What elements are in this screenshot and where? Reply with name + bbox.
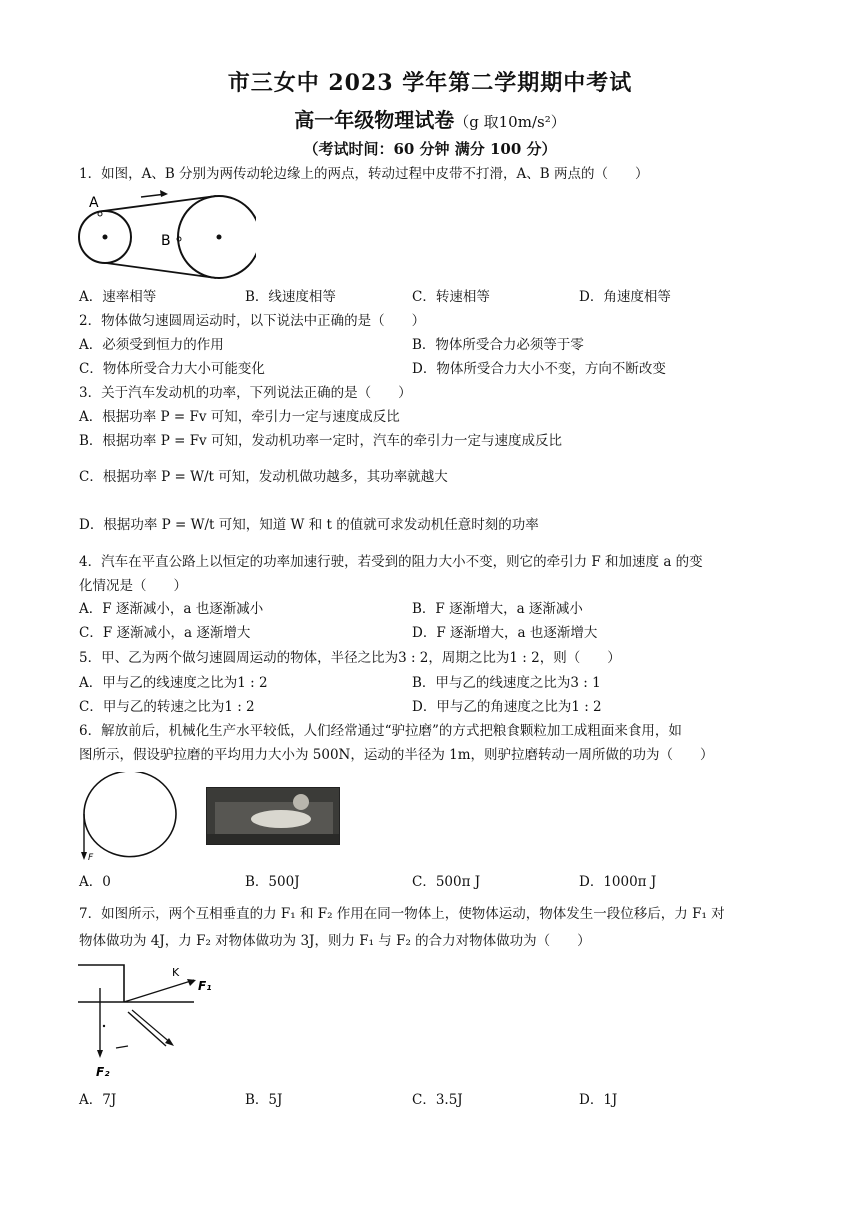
- question-6-stem-line1: 6．解放前后，机械化生产水平较低，人们经常通过“驴拉磨”的方式把粮食颗粒加工成粗面来食用，如: [79, 723, 682, 739]
- q5-option-d[interactable]: D．甲与乙的角速度之比为1 : 2: [412, 699, 602, 715]
- q3-option-a[interactable]: A．根据功率 P = Fv 可知，牵引力一定与速度成反比: [79, 409, 400, 425]
- question-6-stem-line2: 图所示，假设驴拉磨的平均用力大小为 500N，运动的半径为 1m，则驴拉磨转动一周所做的功为（ ）: [79, 747, 714, 763]
- page-title: 市三女中 2023 学年第二学期期中考试: [227, 70, 633, 96]
- q1-option-c[interactable]: C．转速相等: [412, 289, 490, 305]
- question-3-stem: 3．关于汽车发动机的功率，下列说法正确的是（ ）: [79, 385, 412, 401]
- q7-option-c[interactable]: C．3.5J: [412, 1092, 463, 1108]
- question-7-stem-line2: 物体做功为 4J，力 F₂ 对物体做功为 3J，则力 F₁ 与 F₂ 的合力对物体做功为（ ）: [79, 933, 591, 949]
- q6-option-c[interactable]: C．500π J: [412, 874, 481, 890]
- q4-option-b[interactable]: B．F 逐渐增大，a 逐渐减小: [412, 601, 583, 617]
- donkey-mill-photo: [206, 787, 340, 845]
- q7-option-d[interactable]: D．1J: [579, 1092, 618, 1108]
- point-b-label: B: [161, 233, 171, 249]
- question-4-stem-line1: 4．汽车在平直公路上以恒定的功率加速行驶，若受到的阻力大小不变，则它的牵引力 F 和加速度 a 的变: [79, 554, 703, 570]
- q7-option-a[interactable]: A．7J: [79, 1092, 117, 1108]
- q6-option-a[interactable]: A．0: [79, 874, 111, 890]
- force-f2-label: F₂: [96, 1065, 110, 1079]
- q7-option-b[interactable]: B．5J: [245, 1092, 283, 1108]
- q3-option-d[interactable]: D．根据功率 P = W/t 可知，知道 W 和 t 的值就可求发动机任意时刻的功率: [79, 517, 539, 533]
- force-f-label: F: [88, 853, 94, 863]
- question-1-stem: 1．如图，A、B 分别为两传动轮边缘上的两点，转动过程中皮带不打滑，A、B 两点的（ ）: [79, 166, 649, 182]
- q4-option-d[interactable]: D．F 逐渐增大，a 也逐渐增大: [412, 625, 598, 641]
- exam-info: （考试时间：60 分钟 满分 100 分）: [303, 140, 557, 158]
- q5-option-a[interactable]: A．甲与乙的线速度之比为1 : 2: [79, 675, 268, 691]
- q5-option-b[interactable]: B．甲与乙的线速度之比为3 : 1: [412, 675, 601, 691]
- force-f1-label: F₁: [198, 979, 212, 993]
- question-2-stem: 2．物体做匀速圆周运动时，以下说法中正确的是（ ）: [79, 313, 426, 329]
- q5-option-c[interactable]: C．甲与乙的转速之比为1 : 2: [79, 699, 255, 715]
- subtitle-text: 高一年级物理试卷: [294, 108, 455, 132]
- q6-option-b[interactable]: B．500J: [245, 874, 300, 890]
- svg-text:K: K: [172, 966, 180, 979]
- question-7-stem-line1: 7．如图所示，两个互相垂直的力 F₁ 和 F₂ 作用在同一物体上，使物体运动，物体发生一段位移后，力 F₁ 对: [79, 906, 725, 922]
- q1-option-b[interactable]: B．线速度相等: [245, 289, 336, 305]
- q6-option-d[interactable]: D．1000π J: [579, 874, 657, 890]
- q2-option-c[interactable]: C．物体所受合力大小可能变化: [79, 361, 265, 377]
- page-subtitle: [0, 104, 860, 133]
- q3-option-b[interactable]: B．根据功率 P = Fv 可知，发动机功率一定时，汽车的牵引力一定与速度成反比: [79, 433, 562, 449]
- point-a-label: A: [89, 195, 99, 211]
- perpendicular-forces-figure: [76, 960, 226, 1082]
- question-4-stem-line2: 化情况是（ ）: [79, 578, 187, 594]
- q2-option-a[interactable]: A．必须受到恒力的作用: [79, 337, 224, 353]
- subtitle-note: （g 取10m/s²）: [454, 113, 566, 131]
- belt-pulley-figure: [76, 188, 256, 280]
- question-5-stem: 5．甲、乙为两个做匀速圆周运动的物体，半径之比为3 : 2，周期之比为1 : 2，则（ ）: [79, 650, 621, 666]
- q1-option-a[interactable]: A．速率相等: [79, 289, 157, 305]
- q3-option-c[interactable]: C．根据功率 P = W/t 可知，发动机做功越多，其功率就越大: [79, 469, 448, 485]
- millstone-circle-figure: [76, 772, 186, 864]
- q4-option-a[interactable]: A．F 逐渐减小，a 也逐渐减小: [79, 601, 264, 617]
- q2-option-b[interactable]: B．物体所受合力必须等于零: [412, 337, 584, 353]
- q1-option-d[interactable]: D．角速度相等: [579, 289, 671, 305]
- q4-option-c[interactable]: C．F 逐渐减小，a 逐渐增大: [79, 625, 251, 641]
- q2-option-d[interactable]: D．物体所受合力大小不变，方向不断改变: [412, 361, 666, 377]
